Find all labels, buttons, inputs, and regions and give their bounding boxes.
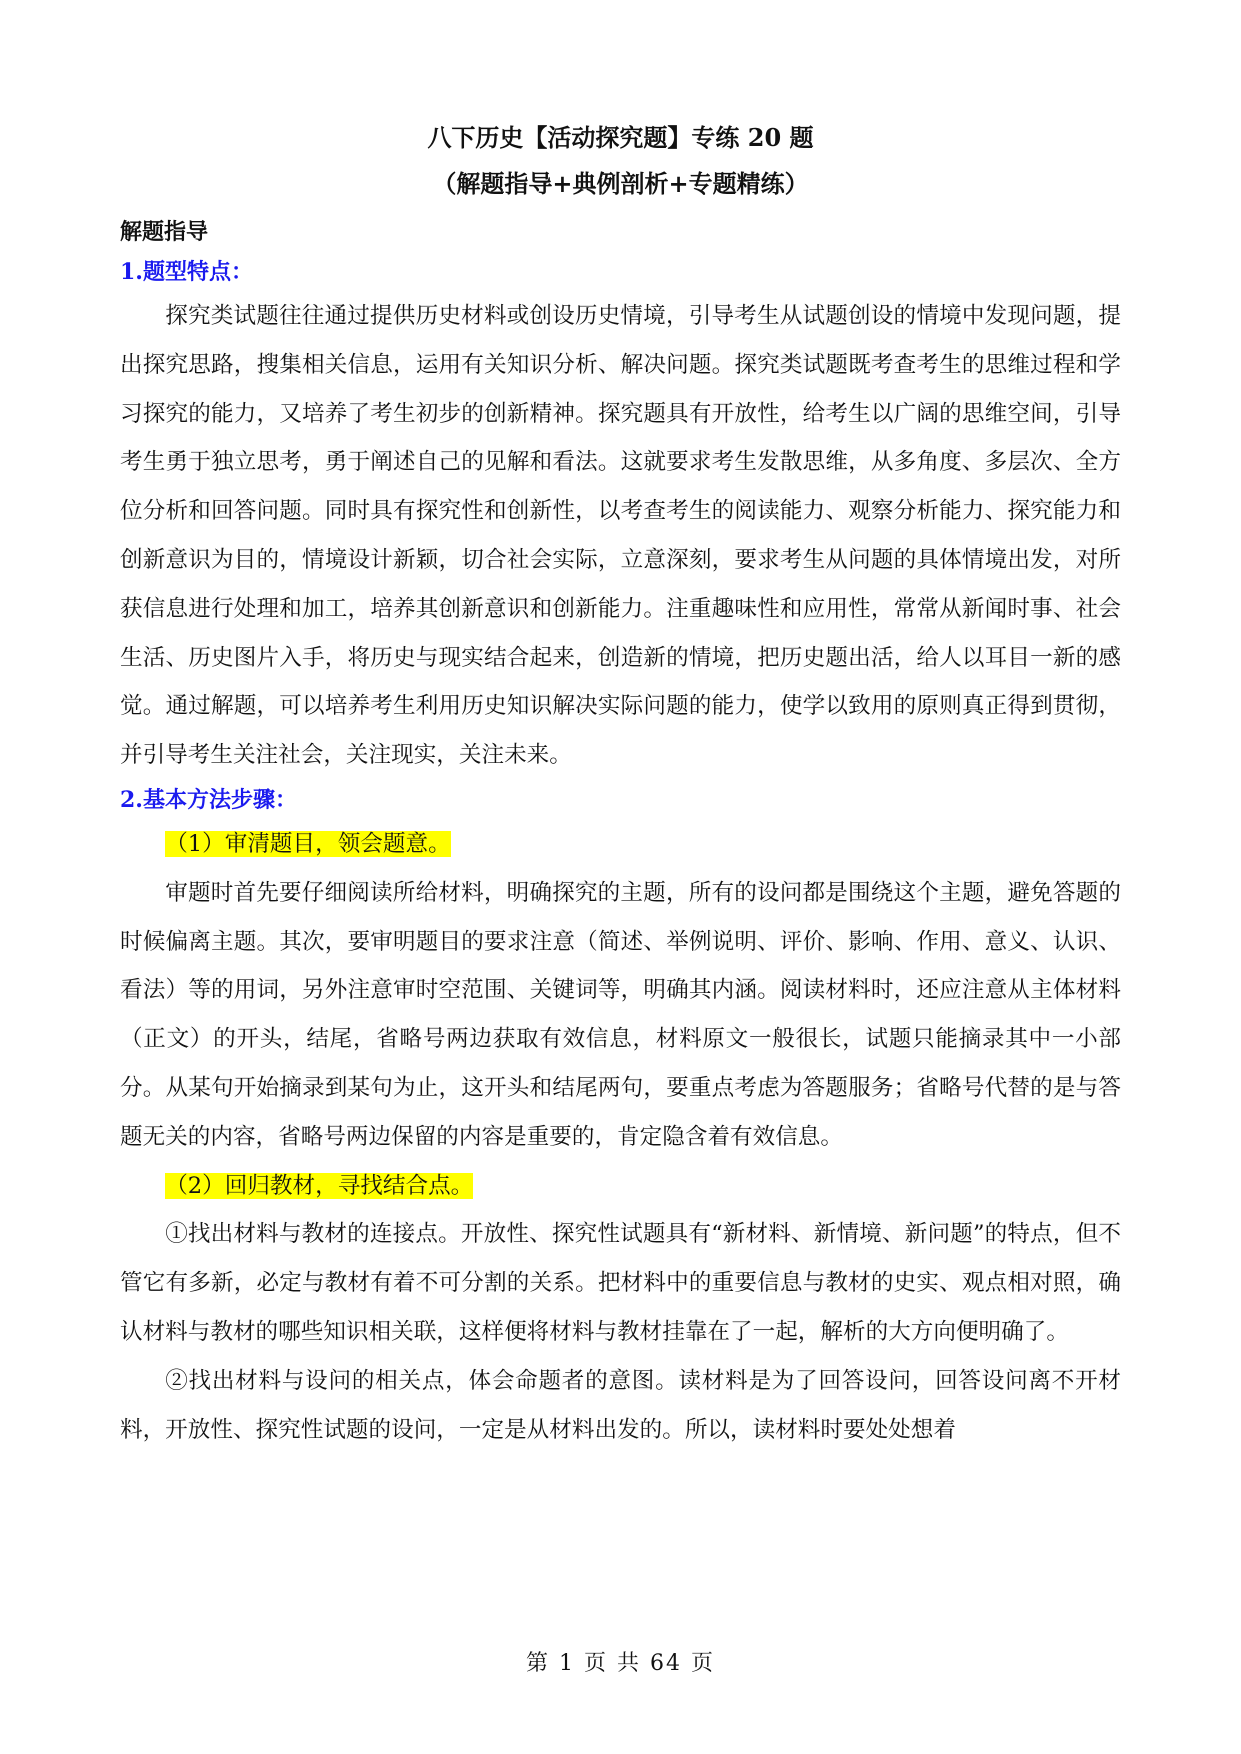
page-footer: 第 1 页 共 64 页: [526, 1651, 715, 1676]
paragraph-step-2-point-1: ①找出材料与教材的连接点。开放性、探究性试题具有“新材料、新情境、新问题”的特点，但不管它有多新，必定与教材有着不可分割的关系。把材料中的重要信息与教材的史实、观点相对照，确认材料与教材的哪些知识相关联，这样便将材料与教材挂靠在了一起，解析的大方向便明确了。: [120, 1221, 1121, 1345]
document-title: 八下历史【活动探究题】专练 20 题: [427, 123, 814, 152]
paragraph-step-2-point-2: ②找出材料与设问的相关点，体会命题者的意图。读材料是为了回答设问，回答设问离不开材料，开放性、探究性试题的设问，一定是从材料出发的。所以，读材料时要处处想着: [120, 1367, 1121, 1443]
step-2-highlight: （2）回归教材，寻找结合点。: [165, 1172, 474, 1199]
document-subtitle: （解题指导+典例剖析+专题精练）: [432, 169, 809, 198]
paragraph-question-features: 探究类试题往往通过提供历史材料或创设历史情境，引导考生从试题创设的情境中发现问题，提出探究思路，搜集相关信息，运用有关知识分析、解决问题。探究类试题既考查考生的思维过程和学习探究的能力，又培养了考生初步的创新精神。探究题具有开放性，给考生以广阔的思维空间，引导考生勇于独立思考，勇于阐述自己的见解和看法。这就要求考生发散思维，从多角度、多层次、全方位分析和回答问题。同时具有探究性和创新性，以考查考生的阅读能力、观察分析能力、探究能力和创新意识为目的，情境设计新颖，切合社会实际，立意深刻，要求考生从问题的具体情境出发，对所获信息进行处理和加工，培养其创新意识和创新能力。注重趣味性和应用性，常常从新闻时事、社会生活、历史图片入手，将历史与现实结合起来，创造新的情境，把历史题出活，给人以耳目一新的感觉。通过解题，可以培养考生利用历史知识解决实际问题的能力，使学以致用的原则真正得到贯彻，并引导考生关注社会，关注现实，关注未来。: [120, 303, 1121, 769]
paragraph-step-1: 审题时首先要仔细阅读所给材料，明确探究的主题，所有的设问都是围绕这个主题，避免答题的时候偏离主题。其次，要审明题目的要求注意（简述、举例说明、评价、影响、作用、意义、认识、看法）等的用词，另外注意审时空范围、关键词等，明确其内涵。阅读材料时，还应注意从主体材料（正文）的开头，结尾，省略号两边获取有效信息，材料原文一般很长，试题只能摘录其中一小部分。从某句开始摘录到某句为止，这开头和结尾两句，要重点考虑为答题服务；省略号代替的是与答题无关的内容，省略号两边保留的内容是重要的，肯定隐含着有效信息。: [120, 879, 1121, 1150]
subheading-basic-steps: 2.基本方法步骤：: [120, 786, 297, 813]
page-content: [120, 118, 1121, 1454]
section-heading: 解题指导: [120, 219, 209, 245]
step-2-heading: [120, 1162, 1121, 1211]
step-1-heading: [120, 820, 1121, 869]
subheading-question-features: 1.题型特点：: [120, 259, 253, 285]
step-1-highlight: （1）审清题目，领会题意。: [165, 830, 451, 857]
